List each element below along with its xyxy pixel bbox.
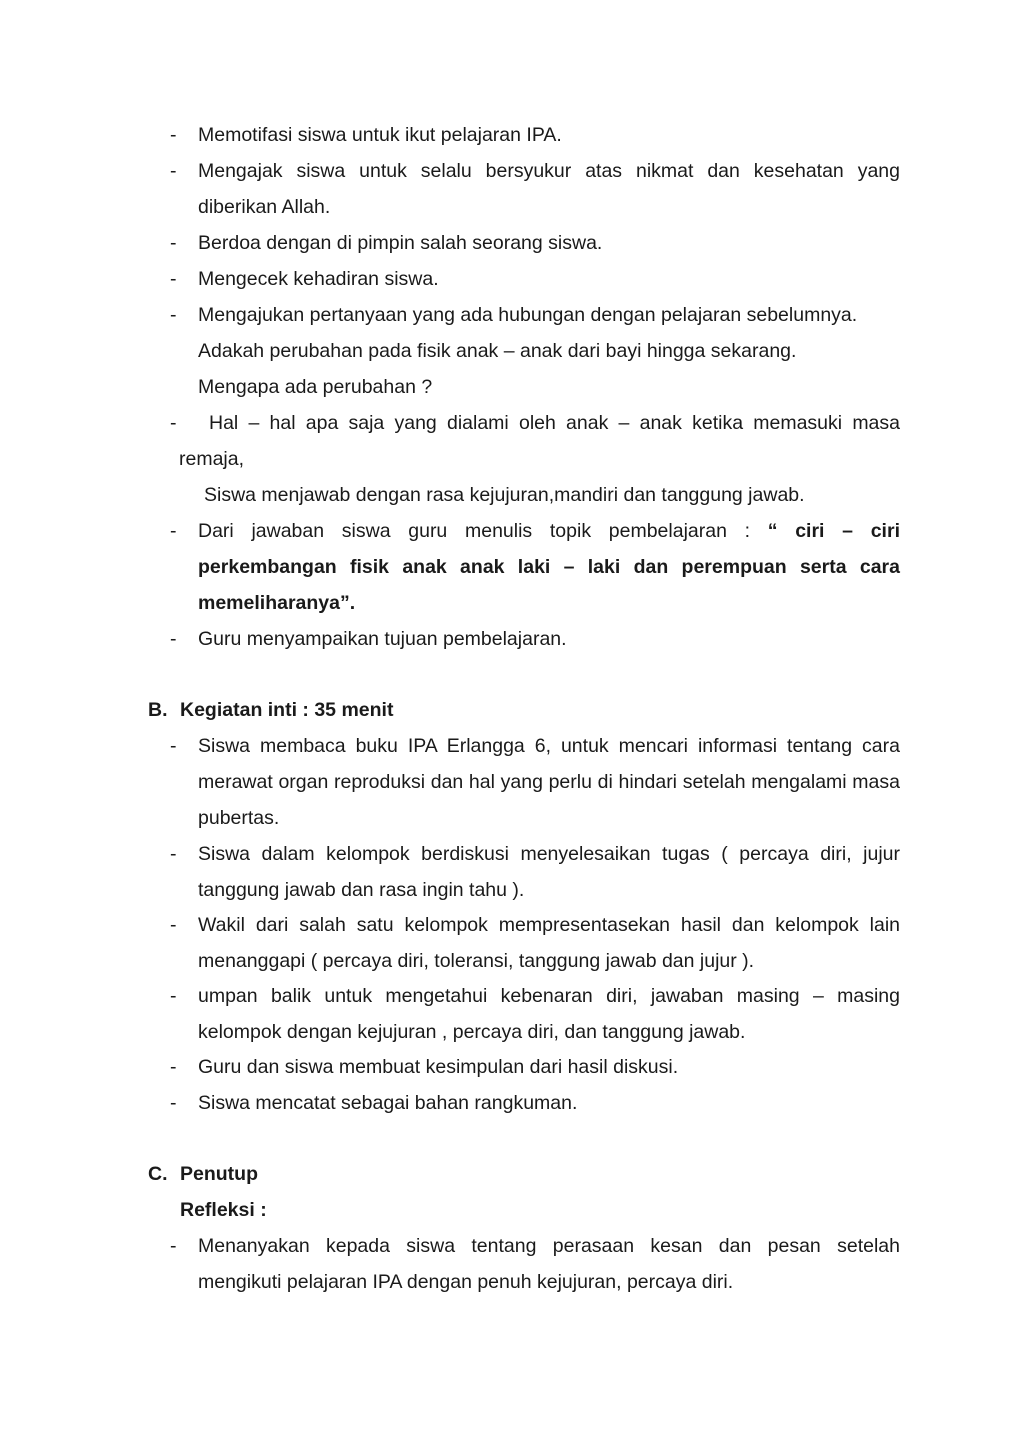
bullet-dash: - bbox=[170, 304, 177, 326]
bullet-dash: - bbox=[170, 628, 177, 650]
bullet-dash: - bbox=[170, 1235, 177, 1257]
bullet-dash: - bbox=[170, 1092, 177, 1114]
list-item bbox=[170, 153, 900, 225]
list-item-text: Guru dan siswa membuat kesimpulan dari hasil diskusi. bbox=[198, 1056, 679, 1078]
bullet-dash: - bbox=[170, 268, 177, 290]
list-item-text: Siswa dalam kelompok berdiskusi menyelesaikan tugas ( percaya diri, jujur tanggung jawab dan rasa ingin tahu ). bbox=[198, 843, 900, 901]
bullet-dash: - bbox=[170, 735, 177, 757]
list-item bbox=[170, 621, 900, 657]
bullet-dash: - bbox=[170, 124, 177, 146]
list-item-text: Hal – hal apa saja yang dialami oleh anak – anak ketika memasuki masa bbox=[209, 412, 900, 434]
list-item bbox=[170, 513, 900, 621]
list-item-text: Guru menyampaikan tujuan pembelajaran. bbox=[198, 628, 567, 650]
question-line: Mengapa ada perubahan ? bbox=[198, 376, 433, 398]
list-item bbox=[170, 1085, 900, 1121]
list-item bbox=[170, 836, 900, 908]
list-item bbox=[170, 225, 900, 261]
list-item bbox=[170, 978, 900, 1050]
list-item bbox=[170, 261, 900, 297]
bullet-dash: - bbox=[170, 232, 177, 254]
section-title: Penutup bbox=[180, 1163, 258, 1185]
list-item-text: Berdoa dengan di pimpin salah seorang siswa. bbox=[198, 232, 603, 254]
list-item bbox=[170, 1228, 900, 1300]
bullet-dash: - bbox=[170, 160, 177, 182]
answer-note: Siswa menjawab dengan rasa kejujuran,mandiri dan tanggung jawab. bbox=[204, 484, 805, 506]
topic-intro: Dari jawaban siswa guru menulis topik pembelajaran : bbox=[198, 520, 751, 542]
list-item-text: Siswa membaca buku IPA Erlangga 6, untuk mencari informasi tentang cara merawat organ reproduksi dan hal yang perlu di hindari setelah mengalami masa pubertas. bbox=[198, 735, 900, 829]
list-item-text: Siswa mencatat sebagai bahan rangkuman. bbox=[198, 1092, 578, 1114]
list-item bbox=[170, 117, 900, 153]
list-item-text: Mengajukan pertanyaan yang ada hubungan dengan pelajaran sebelumnya. bbox=[198, 304, 858, 326]
list-item-text: Wakil dari salah satu kelompok mempresentasekan hasil dan kelompok lain menanggapi ( percaya diri, toleransi, tanggung jawab dan jujur ). bbox=[198, 914, 900, 972]
list-item-text: Menanyakan kepada siswa tentang perasaan kesan dan pesan setelah mengikuti pelajaran IPA dengan penuh kejujuran, percaya diri. bbox=[198, 1235, 900, 1293]
bullet-dash: - bbox=[170, 412, 177, 434]
section-letter: B. bbox=[148, 699, 168, 721]
list-item-text: Mengecek kehadiran siswa. bbox=[198, 268, 439, 290]
list-item bbox=[170, 728, 900, 836]
section-subtitle: Refleksi : bbox=[180, 1199, 267, 1221]
section-title: Kegiatan inti : 35 menit bbox=[180, 699, 394, 721]
bullet-dash: - bbox=[170, 843, 177, 865]
section-heading bbox=[148, 692, 393, 728]
section-letter: C. bbox=[148, 1163, 168, 1185]
bullet-dash: - bbox=[170, 914, 177, 936]
topic-title: “ ciri – ciri perkembangan fisik anak anak laki – laki dan perempuan serta cara memeliharanya”. bbox=[198, 520, 900, 614]
bullet-dash: - bbox=[170, 985, 177, 1007]
section-heading bbox=[148, 1156, 258, 1192]
bullet-dash: - bbox=[170, 1056, 177, 1078]
question-line: Adakah perubahan pada fisik anak – anak dari bayi hingga sekarang. bbox=[198, 340, 797, 362]
list-item-text bbox=[198, 513, 900, 621]
list-item bbox=[170, 297, 900, 333]
list-item-text: umpan balik untuk mengetahui kebenaran diri, jawaban masing – masing kelompok dengan kejujuran , percaya diri, dan tanggung jawab. bbox=[198, 985, 900, 1043]
list-item-text: Mengajak siswa untuk selalu bersyukur atas nikmat dan kesehatan yang diberikan Allah. bbox=[198, 160, 900, 218]
list-item bbox=[170, 1049, 900, 1085]
list-item bbox=[170, 907, 900, 979]
bullet-dash: - bbox=[170, 520, 177, 542]
list-item-text-continued: remaja, bbox=[179, 448, 245, 470]
list-item-text: Memotifasi siswa untuk ikut pelajaran IPA. bbox=[198, 124, 562, 146]
